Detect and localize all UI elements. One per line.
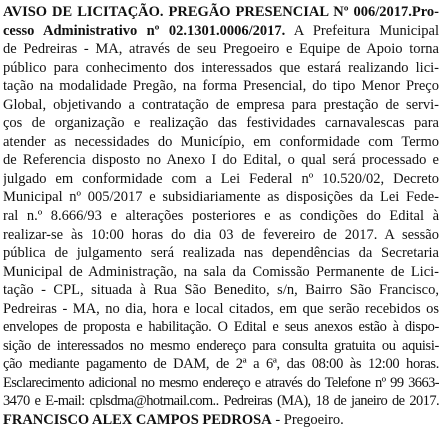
notice-line-2-text: A Prefeitura Municipal [285,22,439,39]
notice-line-22: 3470 e E-mail: cplsdma@hotmail.com.. Pedreiras (MA), 18 de janeiro de 2017. [3,393,439,410]
notice-line-19: sição de interessados no mesmo endereço para consulta gratuita ou aquisi- [3,337,439,354]
notice-line-14: pública de julgamento será realizada nas dependências da Secretaria [3,245,439,262]
notice-line-2 [3,22,439,41]
notice-line-18: envelopes de proposta e habilitação. O Edital e seus anexos estão à dispo- [3,319,439,336]
notice-line-21: Esclarecimento adicional no mesmo endereço e através do Telefone nº 99 3663- [3,374,439,391]
notice-line-1 [3,3,439,22]
notice-line-20: ção mediante pagamento de DAM, de 2ª a 6ª, das 08:00 às 12:00 horas. [3,356,439,373]
notice-line-7: ços de organização e realização das festividades carnavalescas para [3,115,439,132]
signatory-role: - Pregoeiro. [271,412,344,429]
notice-line-5: tação na modalidade Pregão, na forma Presencial, do tipo Menor Preço [3,78,439,95]
notice-line-12: ral n.º 8.666/93 e alterações posteriores e as condições do Edital à [3,208,439,225]
notice-line-10: julgado em conformidade com a Lei Federal nº 10.520/02, Decreto [3,170,439,187]
notice-line-3: de Pedreiras - MA, através de seu Pregoeiro e Equipe de Apoio torna [3,41,439,58]
notice-line-16: tação - CPL, situada à Rua São Benedito, s/n, Bairro São Francisco, [3,282,439,299]
signatory-name-bold: FRANCISCO ALEX CAMPOS PEDROSA [3,412,272,429]
notice-line-17: Pedreiras - MA, no dia, hora e local citados, em que serão recebidos os [3,300,439,317]
notice-line-9: de Referencia disposto no Anexo I do Edital, o qual será processado e [3,152,439,169]
notice-line-8: atender as necessidades do Município, em conformidade com Termo [3,133,439,150]
notice-line-13: realizar-se às 10:00 horas do dia 03 de fevereiro de 2017. A sessão [3,226,439,243]
notice-title-bold: AVISO DE LICITAÇÃO. PREGÃO PRESENCIAL Nº 006/2017.Pro- [3,4,439,20]
process-number-bold: cesso Administrativo nº 02.1301.0006/2017. [3,22,286,39]
notice-line-11: Municipal nº 005/2017 e subsidiariamente as disposições da Lei Fede- [3,189,439,206]
notice-line-23 [3,411,439,430]
notice-line-4: público para conhecimento dos interessados que estará realizando lici- [3,59,439,76]
notice-line-6: Global, objetivando a contratação de empresa para prestação de servi- [3,96,439,113]
notice-line-15: Municipal de Administração, na sala da Comissão Permanente de Lici- [3,263,439,280]
